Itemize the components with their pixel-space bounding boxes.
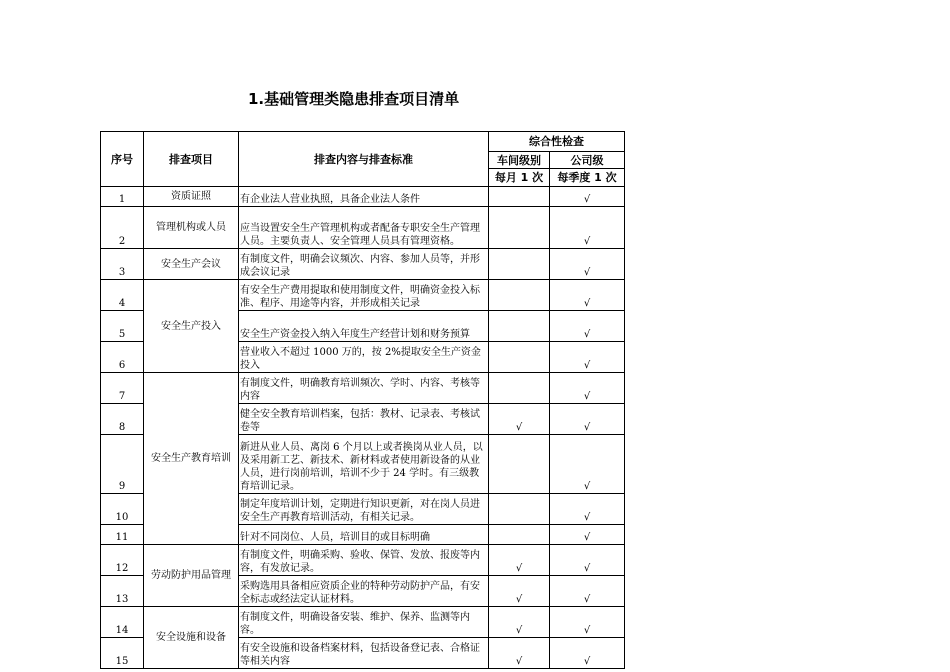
table-row	[101, 607, 625, 638]
row-content: 营业收入不超过 1000 万的，按 2%提取安全生产资金投入	[239, 342, 489, 373]
header-item: 排查项目	[144, 132, 239, 187]
row-seq: 10	[101, 494, 144, 525]
row-content: 新进从业人员、离岗 6 个月以上或者换岗从业人员，以及采用新工艺、新技术、新材料或者使用新设备的从业人员，进行岗前培训，培训不少于 24 学时。有三级教育培训记录。	[239, 435, 489, 494]
workshop-check-mark	[489, 187, 550, 207]
header-comprehensive-check: 综合性检查	[489, 132, 625, 152]
table-row	[101, 187, 625, 207]
check-item: 安全生产投入	[144, 280, 239, 373]
row-content: 有企业法人营业执照，具备企业法人条件	[239, 187, 489, 207]
workshop-check-mark	[489, 494, 550, 525]
workshop-check-mark	[489, 311, 550, 342]
row-seq: 5	[101, 311, 144, 342]
row-seq: 1	[101, 187, 144, 207]
table-row	[101, 280, 625, 311]
company-check-mark: √	[550, 576, 625, 607]
workshop-check-mark	[489, 373, 550, 404]
company-check-mark: √	[550, 207, 625, 249]
check-item: 资质证照	[144, 187, 239, 207]
row-content: 有制度文件，明确采购、验收、保管、发放、报废等内容，有发放记录。	[239, 545, 489, 576]
workshop-check-mark: √	[489, 545, 550, 576]
row-content: 有制度文件，明确教育培训频次、学时、内容、考核等内容	[239, 373, 489, 404]
row-seq: 3	[101, 249, 144, 280]
row-seq: 7	[101, 373, 144, 404]
workshop-check-mark	[489, 342, 550, 373]
row-seq: 12	[101, 545, 144, 576]
company-check-mark: √	[550, 342, 625, 373]
company-check-mark: √	[550, 607, 625, 638]
company-check-mark: √	[550, 638, 625, 669]
row-content: 有安全生产费用提取和使用制度文件，明确资金投入标准、程序、用途等内容，并形成相关记录	[239, 280, 489, 311]
header-company: 公司级	[550, 152, 625, 169]
company-check-mark: √	[550, 311, 625, 342]
workshop-check-mark: √	[489, 607, 550, 638]
header-content: 排查内容与排查标准	[239, 132, 489, 187]
row-seq: 8	[101, 404, 144, 435]
workshop-check-mark	[489, 525, 550, 545]
row-content: 健全安全教育培训档案，包括：教材、记录表、考核试卷等	[239, 404, 489, 435]
table-row	[101, 545, 625, 576]
company-check-mark: √	[550, 187, 625, 207]
row-content: 安全生产资金投入纳入年度生产经营计划和财务预算	[239, 311, 489, 342]
row-content: 采购选用具备相应资质企业的特种劳动防护产品，有安全标志或经法定认证材料。	[239, 576, 489, 607]
row-seq: 4	[101, 280, 144, 311]
header-company-frequency: 每季度 1 次	[550, 169, 625, 187]
table-row	[101, 373, 625, 404]
company-check-mark: √	[550, 373, 625, 404]
header-workshop-frequency: 每月 1 次	[489, 169, 550, 187]
company-check-mark: √	[550, 280, 625, 311]
row-content: 应当设置安全生产管理机构或者配备专职安全生产管理人员。主要负责人、安全管理人员具有管理资格。	[239, 207, 489, 249]
row-content: 针对不同岗位、人员，培训目的或目标明确	[239, 525, 489, 545]
company-check-mark: √	[550, 249, 625, 280]
row-seq: 15	[101, 638, 144, 669]
company-check-mark: √	[550, 545, 625, 576]
header-seq: 序号	[101, 132, 144, 187]
workshop-check-mark: √	[489, 404, 550, 435]
row-content: 制定年度培训计划，定期进行知识更新，对在岗人员进安全生产再教育培训活动，有相关记录。	[239, 494, 489, 525]
row-seq: 13	[101, 576, 144, 607]
workshop-check-mark	[489, 435, 550, 494]
workshop-check-mark	[489, 207, 550, 249]
row-seq: 14	[101, 607, 144, 638]
hazard-checklist-table	[100, 131, 625, 669]
check-item: 劳动防护用品管理	[144, 545, 239, 607]
check-item: 安全设施和设备	[144, 607, 239, 669]
row-content: 有安全设施和设备档案材料，包括设备登记表、合格证等相关内容	[239, 638, 489, 669]
workshop-check-mark	[489, 280, 550, 311]
table-row	[101, 207, 625, 249]
check-item: 安全生产会议	[144, 249, 239, 280]
table-row	[101, 249, 625, 280]
company-check-mark: √	[550, 404, 625, 435]
company-check-mark: √	[550, 494, 625, 525]
row-seq: 11	[101, 525, 144, 545]
header-workshop: 车间级别	[489, 152, 550, 169]
row-content: 有制度文件，明确设备安装、维护、保养、监测等内容。	[239, 607, 489, 638]
company-check-mark: √	[550, 435, 625, 494]
company-check-mark: √	[550, 525, 625, 545]
check-item: 管理机构或人员	[144, 207, 239, 249]
row-seq: 6	[101, 342, 144, 373]
workshop-check-mark: √	[489, 638, 550, 669]
workshop-check-mark: √	[489, 576, 550, 607]
row-seq: 9	[101, 435, 144, 494]
row-seq: 2	[101, 207, 144, 249]
workshop-check-mark	[489, 249, 550, 280]
check-item: 安全生产教育培训	[144, 373, 239, 545]
row-content: 有制度文件，明确会议频次、内容、参加人员等，并形成会议记录	[239, 249, 489, 280]
page-title: 1.基础管理类隐患排查项目清单	[248, 90, 460, 108]
